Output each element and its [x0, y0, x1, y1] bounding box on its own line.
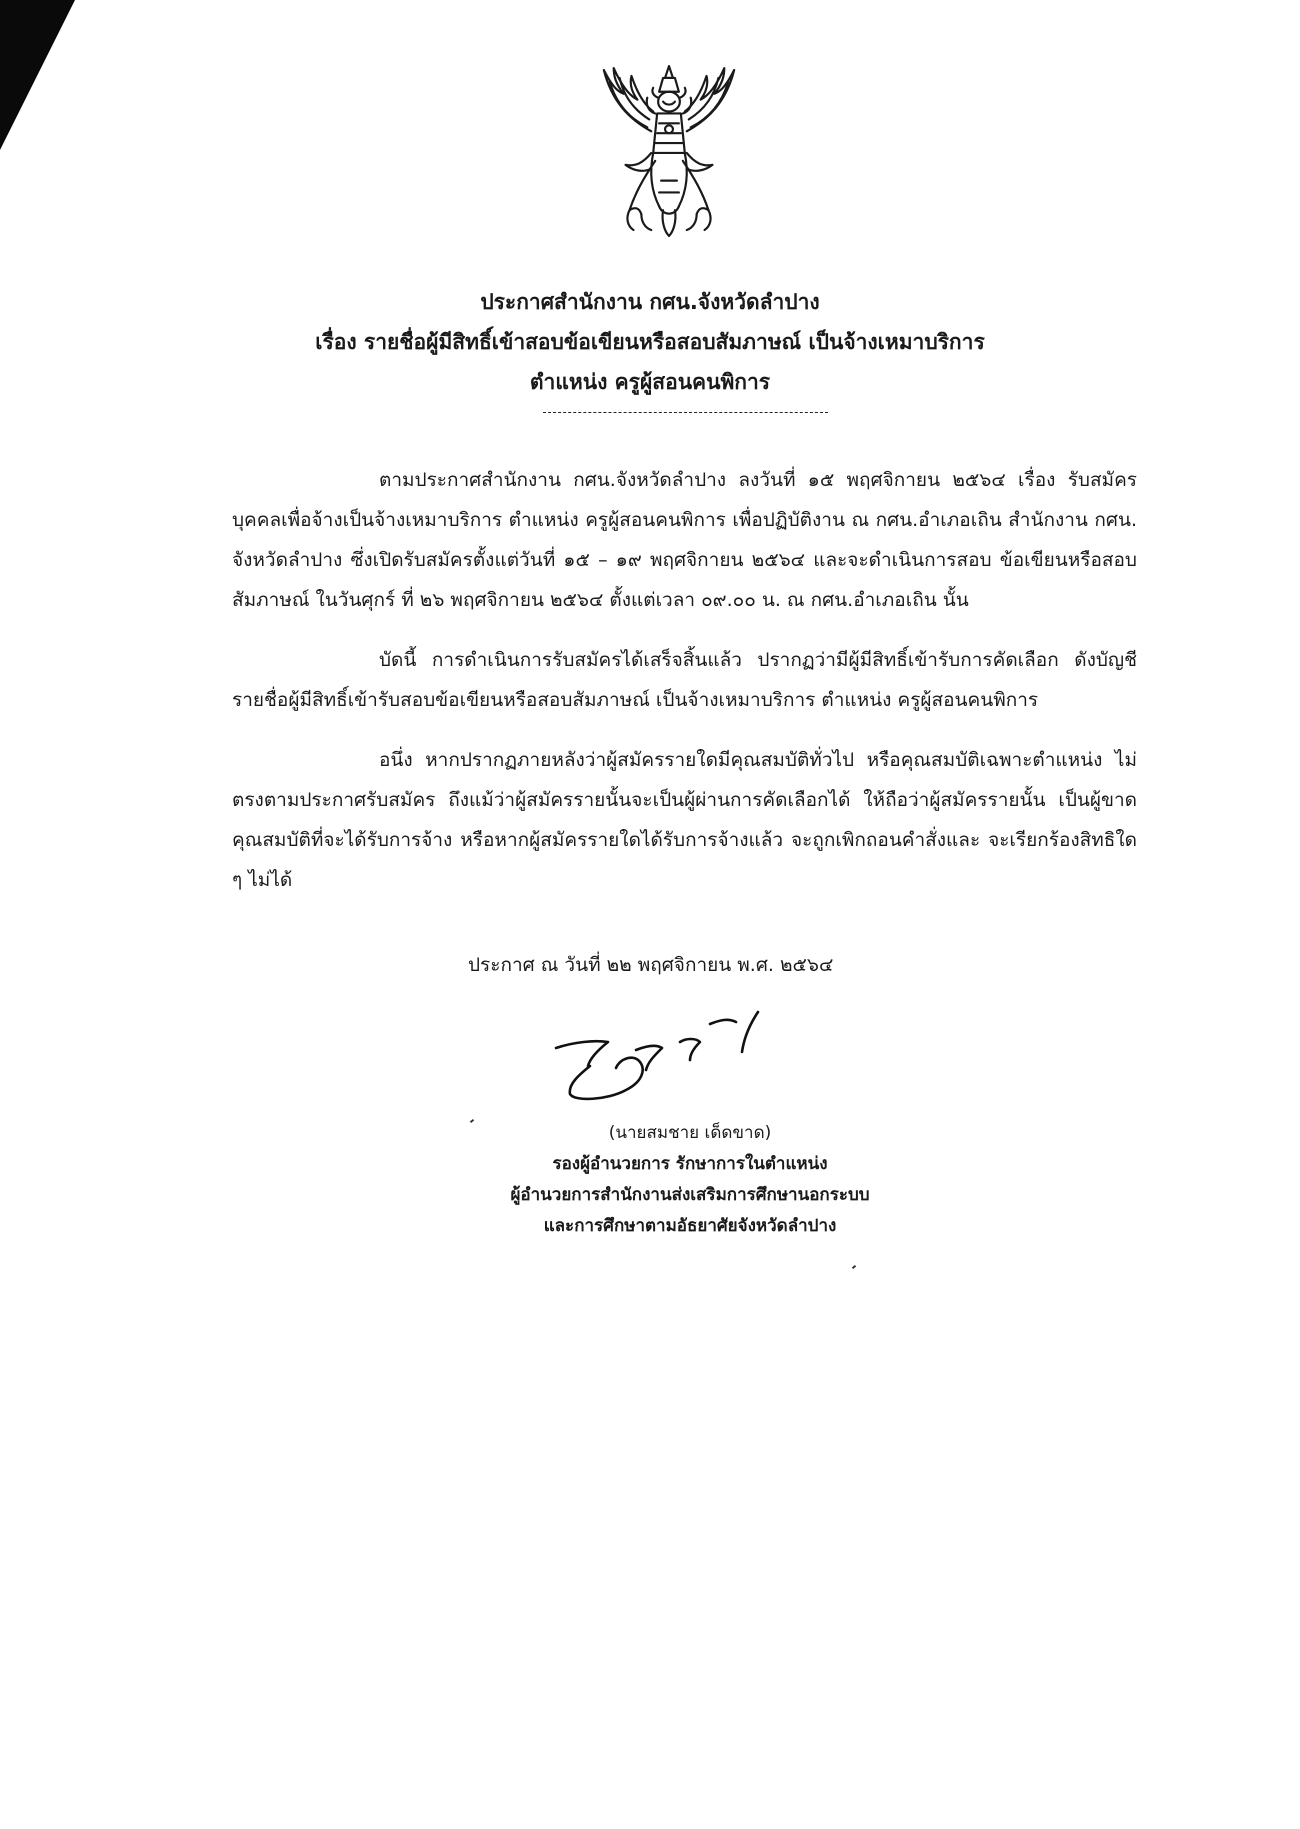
body-paragraph-2: บัดนี้ การดำเนินการรับสมัครได้เสร็จสิ้นแล้ว ปรากฏว่ามีผู้มีสิทธิ์เข้ารับการคัดเลือก ดังบัญชี รายชื่อผู้มีสิทธิ์เข้ารับสอบข้อเขียนหรือสอบสัมภาษณ์ เป็นจ้างเหมาบริการ ตำแหน่ง ครูผู้สอนคนพิการ [232, 649, 1137, 711]
announcement-date: ประกาศ ณ วันที่ ๒๒ พฤศจิกายน พ.ศ. ๒๕๖๔ [468, 954, 834, 976]
scan-speck [852, 1265, 856, 1269]
signatory-name: (นายสมชาย เด็ดขาด) [608, 1123, 772, 1143]
signatory-title-1: รองผู้อำนวยการ รักษาการในตำแหน่ง [552, 1154, 828, 1174]
announcement-subject: เรื่อง รายชื่อผู้มีสิทธิ์เข้าสอบข้อเขียนหรือสอบสัมภาษณ์ เป็นจ้างเหมาบริการ [315, 330, 985, 354]
announcement-position: ตำแหน่ง ครูผู้สอนคนพิการ [529, 370, 771, 394]
announcement-title: ประกาศสำนักงาน กศน.จังหวัดลำปาง [480, 290, 820, 314]
mourning-ribbon [0, 0, 75, 150]
handwritten-signature [550, 1000, 780, 1105]
signatory-block [470, 1118, 910, 1242]
signatory-title-2: ผู้อำนวยการสำนักงานส่งเสริมการศึกษานอกระบบ [510, 1185, 870, 1205]
body-paragraph-3: อนึ่ง หากปรากฏภายหลังว่าผู้สมัครรายใดมีคุณสมบัติทั่วไป หรือคุณสมบัติเฉพาะตำแหน่ง ไม่ตรงตามประกาศรับสมัคร ถึงแม้ว่าผู้สมัครรายนั้นจะเป็นผู้ผ่านการคัดเลือกได้ ให้ถือว่าผู้สมัครรายนั้น เป็นผู้ขาดคุณสมบัติที่จะได้รับการจ้าง หรือหากผู้สมัครรายใดได้รับการจ้างแล้ว จะถูกเพิกถอนคำสั่งและ จะเรียกร้องสิทธิใด ๆ ไม่ได้ [232, 749, 1137, 891]
announcement-heading [0, 282, 1300, 402]
heading-divider [543, 412, 828, 413]
announcement-body [232, 460, 1137, 920]
garuda-emblem-icon [590, 62, 748, 240]
signatory-title-3: และการศึกษาตามอัธยาศัยจังหวัดลำปาง [543, 1216, 837, 1236]
body-paragraph-1: ตามประกาศสำนักงาน กศน.จังหวัดลำปาง ลงวันที่ ๑๕ พฤศจิกายน ๒๕๖๔ เรื่อง รับสมัคร บุคคลเพื่อจ้างเป็นจ้างเหมาบริการ ตำแหน่ง ครูผู้สอนคนพิการ เพื่อปฏิบัติงาน ณ กศน.อำเภอเถิน สำนักงาน กศน. จังหวัดลำปาง ซึ่งเปิดรับสมัครตั้งแต่วันที่ ๑๕ – ๑๙ พฤศจิกายน ๒๕๖๔ และจะดำเนินการสอบ ข้อเขียนหรือสอบสัมภาษณ์ ในวันศุกร์ ที่ ๒๖ พฤศจิกายน ๒๕๖๔ ตั้งแต่เวลา ๐๙.๐๐ น. ณ กศน.อำเภอเถิน นั้น [232, 469, 1137, 611]
